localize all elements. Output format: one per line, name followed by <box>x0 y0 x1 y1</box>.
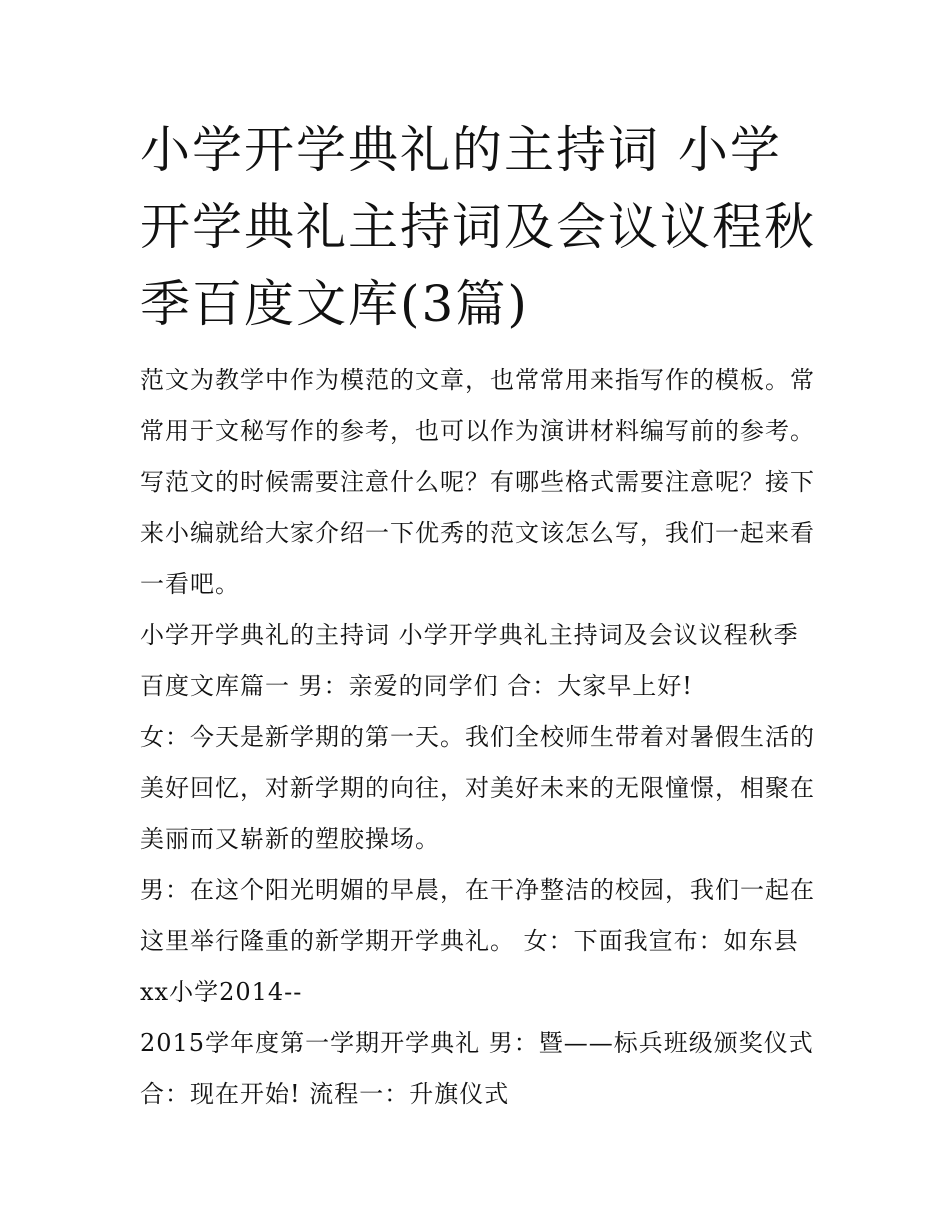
paragraph-female-host: 女：今天是新学期的第一天。我们全校师生带着对暑假生活的美好回忆，对新学期的向往，对美好未来的无限憧憬，相聚在美丽而又崭新的塑胶操场。 <box>140 723 815 853</box>
paragraph-ceremony-start: 2015学年度第一学期开学典礼 男：暨——标兵班级颁奖仪式 合：现在开始! 流程一：升旗仪式 <box>140 1029 814 1108</box>
document-title: 小学开学典礼的主持词 小学开学典礼主持词及会议议程秋季百度文库(3篇) <box>140 121 816 333</box>
paragraph-opening: 小学开学典礼的主持词 小学开学典礼主持词及会议议程秋季百度文库篇一 男：亲爱的同学们 合：大家早上好! <box>140 621 799 700</box>
document-body <box>140 355 820 1120</box>
paragraph-intro: 范文为教学中作为模范的文章，也常常用来指写作的模板。常常用于文秘写作的参考，也可以作为演讲材料编写前的参考。写范文的时候需要注意什么呢？有哪些格式需要注意呢？接下来小编就给大家介绍一下优秀的范文该怎么写，我们一起来看一看吧。 <box>140 366 815 598</box>
paragraph-male-host: 男：在这个阳光明媚的早晨，在干净整洁的校园，我们一起在这里举行隆重的新学期开学典礼。 女：下面我宣布：如东县xx小学2014-- <box>140 876 815 1006</box>
